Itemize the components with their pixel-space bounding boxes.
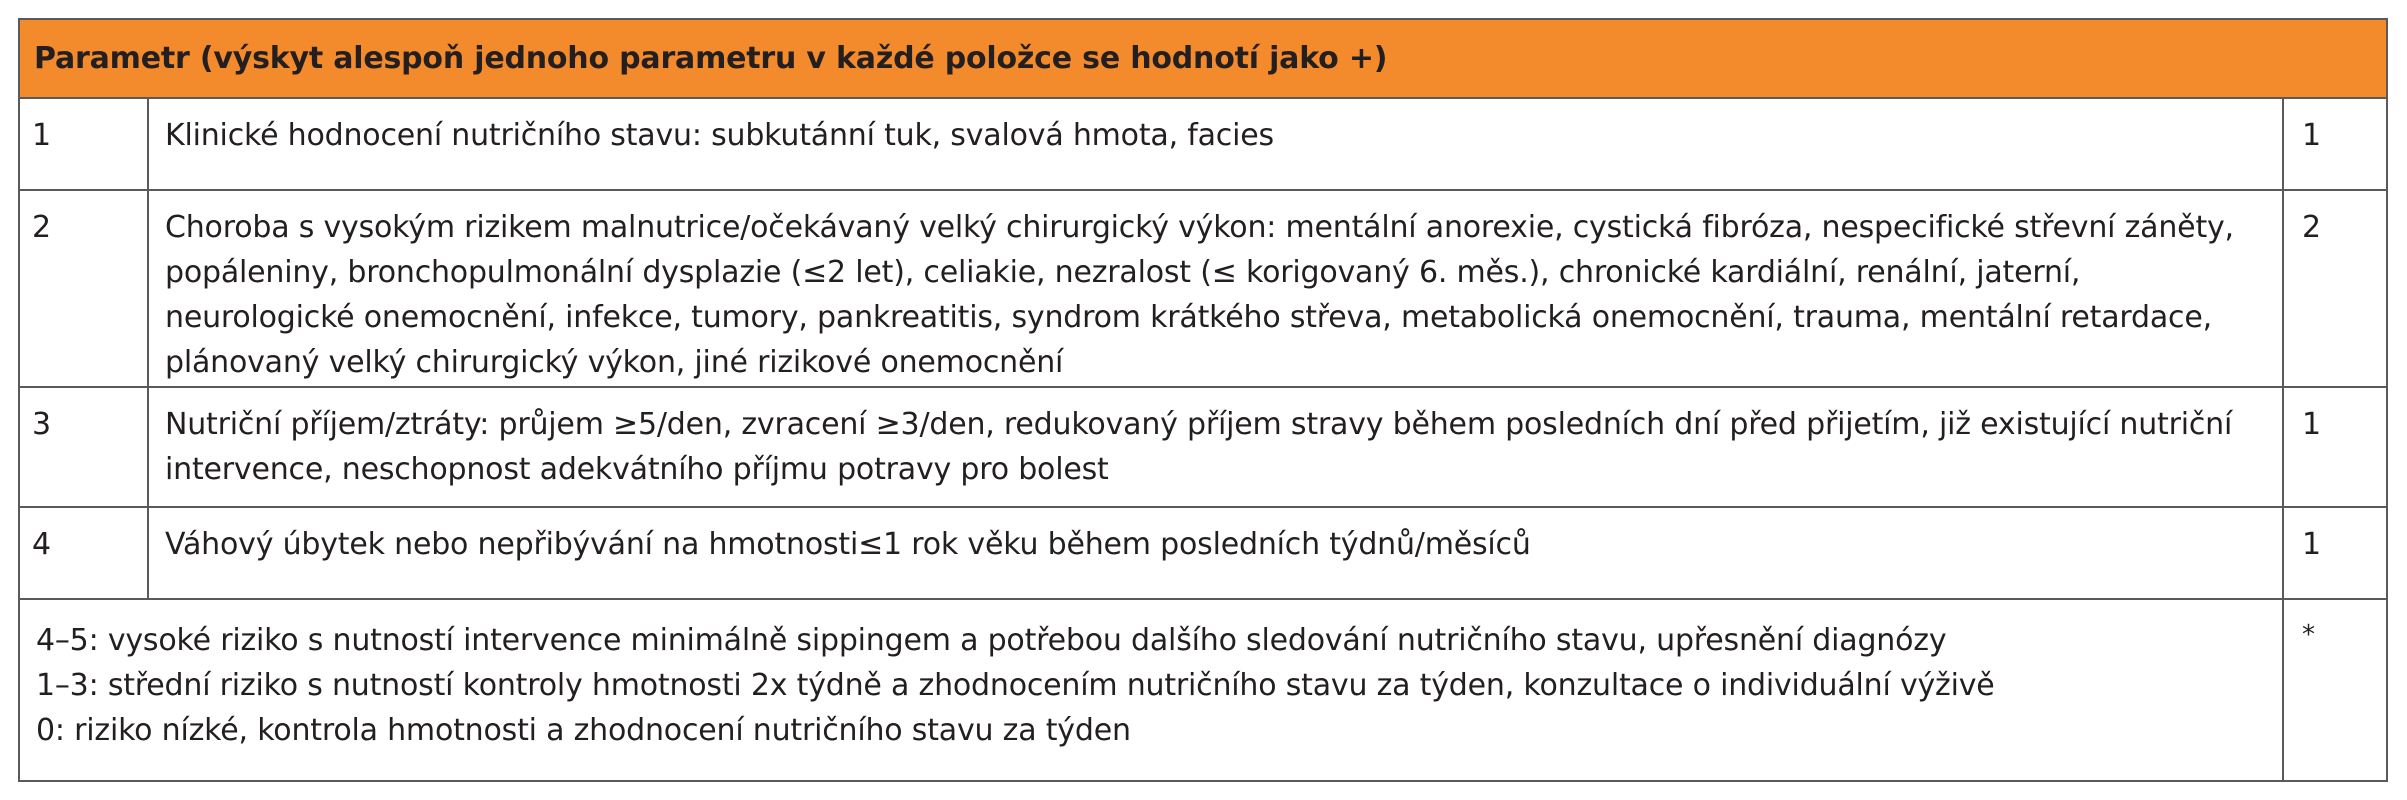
row-description: Choroba s vysokým rizikem malnutrice/očekávaný velký chirurgický výkon: mentální anorexie, cystická fibróza, nespecifické střevní záněty, popáleniny, bronchopulmonální dysplazie (≤2 let), celiakie, nezralost (≤ korigovaný 6. měs.), chronické kardiální, renální, jaterní, neurologické onemocnění, infekce, tumory, pankreatitis, syndrom krátkého střeva, metabolická onemocnění, trauma, mentální retardace, plánovaný velký chirurgický výkon, jiné rizikové onemocnění	[148, 190, 2283, 387]
row-score: 2	[2283, 190, 2388, 387]
table-header-row	[20, 20, 2388, 98]
table-row	[20, 507, 2388, 599]
risk-high-line: 4–5: vysoké riziko s nutností intervence minimálně sippingem a potřebou dalšího sledování nutričního stavu, upřesnění diagnózy	[36, 623, 1947, 658]
row-number: 1	[20, 98, 148, 190]
table-header-cell: Parametr (výskyt alespoň jednoho parametru v každé položce se hodnotí jako +)	[20, 20, 2388, 98]
nutrition-risk-table	[20, 20, 2388, 782]
row-number: 3	[20, 387, 148, 507]
table-row	[20, 387, 2388, 507]
row-description: Klinické hodnocení nutričního stavu: subkutánní tuk, svalová hmota, facies	[148, 98, 2283, 190]
row-number: 2	[20, 190, 148, 387]
row-description: Nutriční příjem/ztráty: průjem ≥5/den, zvracení ≥3/den, redukovaný příjem stravy během posledních dní před přijetím, již existující nutriční intervence, neschopnost adekvátního příjmu potravy pro bolest	[148, 387, 2283, 507]
row-score: 1	[2283, 98, 2388, 190]
nutrition-risk-table-frame	[18, 18, 2388, 782]
row-score: 1	[2283, 387, 2388, 507]
footer-mark: *	[2283, 599, 2388, 782]
risk-low-line: 0: riziko nízké, kontrola hmotnosti a zhodnocení nutričního stavu za týden	[36, 713, 1131, 748]
table-footer-row	[20, 599, 2388, 782]
row-number: 4	[20, 507, 148, 599]
risk-medium-line: 1–3: střední riziko s nutností kontroly hmotnosti 2x týdně a zhodnocením nutričního stavu za týden, konzultace o individuální výživě	[36, 668, 1995, 703]
row-score: 1	[2283, 507, 2388, 599]
row-description: Váhový úbytek nebo nepřibývání na hmotnosti≤1 rok věku během posledních týdnů/měsíců	[148, 507, 2283, 599]
risk-interpretation-cell	[20, 599, 2283, 782]
table-row	[20, 190, 2388, 387]
table-row	[20, 98, 2388, 190]
